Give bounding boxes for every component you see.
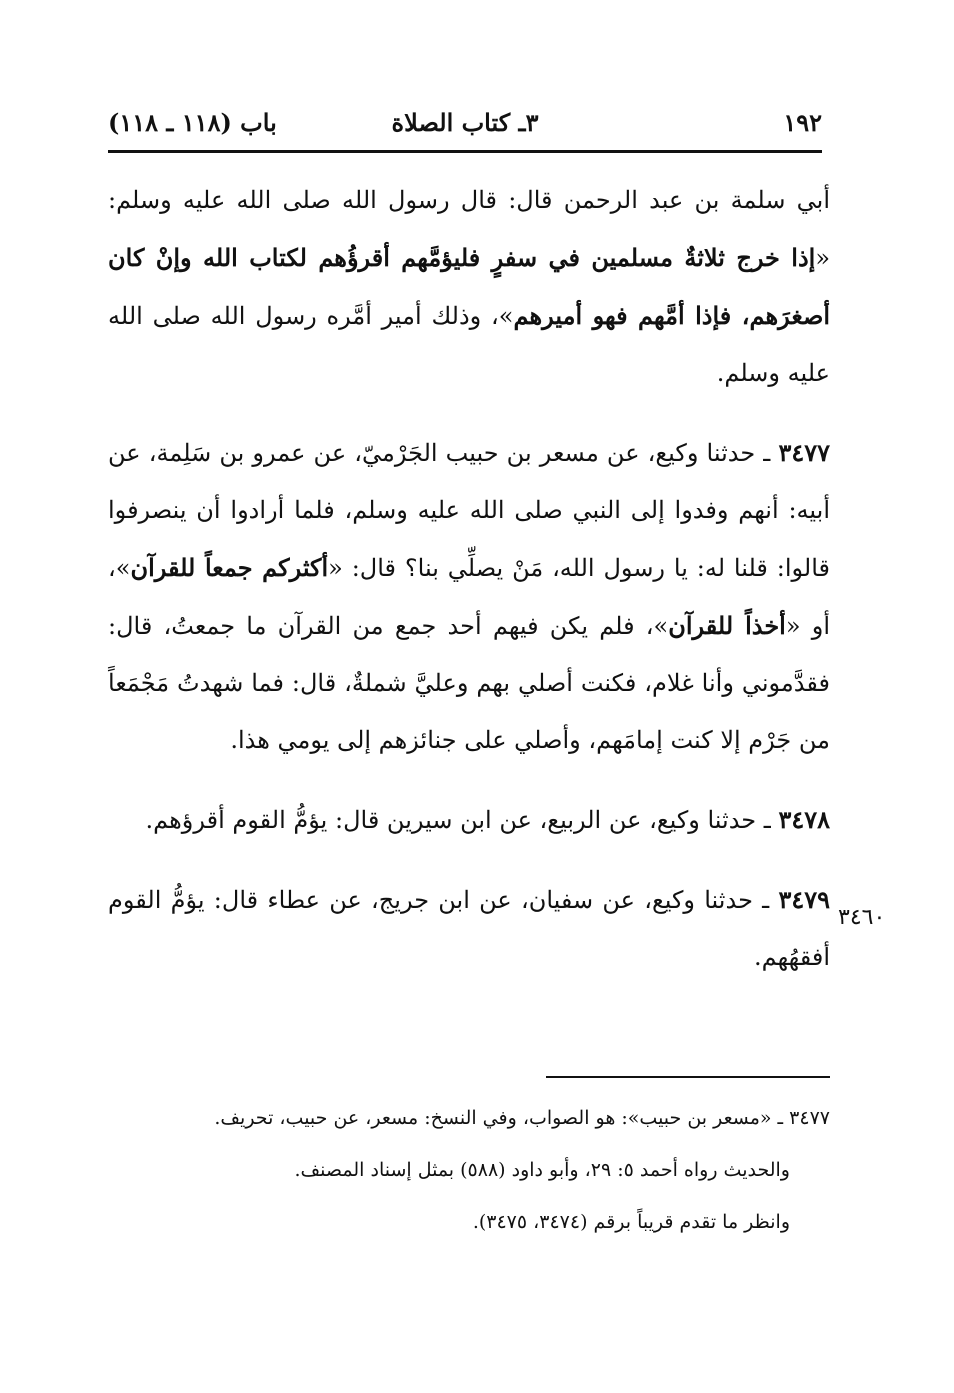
page-number: ١٩٢: [783, 108, 822, 137]
hadith-quote: أكثركم جمعاً للقرآن: [130, 553, 329, 582]
hadith-3478: [108, 791, 830, 849]
text-span: ـ حدثنا وكيع، عن الربيع، عن ابن سيرين قال: يؤمُّ القوم أقرؤهم.: [145, 806, 779, 834]
footnote-2: والحديث رواه أحمد ٥: ٢٩، وأبو داود (٥٨٨) بمثل إسناد المصنف.: [294, 1159, 790, 1181]
text-span: أبي سلمة بن عبد الرحمن قال: قال رسول الله صلى الله عليه وسلم: «: [108, 186, 831, 272]
footnote-divider: [546, 1076, 830, 1078]
hadith-number: ٣٤٧٩: [778, 885, 830, 914]
running-header: [108, 108, 822, 144]
footnote-1: ٣٤٧٧ ـ «مسعر بن حبيب»: هو الصواب، وفي النسخ: مسعر، عن حبيب، تحريف.: [214, 1107, 830, 1129]
hadith-quote: أخذاً للقرآن: [668, 611, 786, 640]
hadith-3477: [108, 424, 830, 769]
paragraph-continuation: [108, 172, 830, 402]
hadith-number: ٣٤٧٧: [778, 438, 830, 467]
margin-cross-reference: ٣٤٦٠: [838, 905, 886, 930]
text-span: »، فلم يكن فيهم أحد جمع من القرآن ما جمعتُ، قال: فقدَّموني وأنا غلام، فكنت أصلي بهم وعليَّ شملةٌ، قال: فما شهدتُ مَجْمَعاً من جَرْم إلا كنت إمامَهم، وأصلي على جنائزهم إلى يومي هذا.: [108, 612, 830, 754]
text-span: »، وذلك أمير أمَّره رسول الله صلى الله عليه وسلم.: [108, 302, 830, 387]
main-text: [108, 172, 830, 1008]
hadith-quote: إذا خرج ثلاثةٌ مسلمين في سفرٍ فليؤمَّهم أقرؤُهم لكتاب الله وإنْ كان أصغرَهم، فإذا أمَّهم فهو أميرهم: [108, 243, 831, 330]
text-span: ـ حدثنا وكيع، عن سفيان، عن ابن جريج، عن عطاء قال: يؤمُّ القوم أفقهُهم.: [108, 886, 830, 971]
text-span: ـ حدثنا وكيع، عن مسعر بن حبيب الجَرْميّ، عن عمرو بن سَلِمة، عن أبيه: أنهم وفدوا إلى النبي صلى الله عليه وسلم، فلما أرادوا أن ينصرفوا قالوا: قلنا له: يا رسول الله، مَنْ يصلِّي بنا؟ قال: «: [108, 439, 830, 582]
header-divider: [108, 150, 822, 153]
book-title: ٣ـ كتاب الصلاة: [391, 108, 539, 137]
hadith-3479: [108, 871, 830, 986]
footnotes: [108, 1098, 830, 1254]
footnote-3: وانظر ما تقدم قريباً برقم (٣٤٧٤، ٣٤٧٥).: [472, 1211, 790, 1233]
hadith-number: ٣٤٧٨: [778, 805, 830, 834]
text-span: »، أو «: [108, 554, 830, 640]
chapter-range: باب (١١٨ ـ ١١٨): [108, 108, 277, 137]
